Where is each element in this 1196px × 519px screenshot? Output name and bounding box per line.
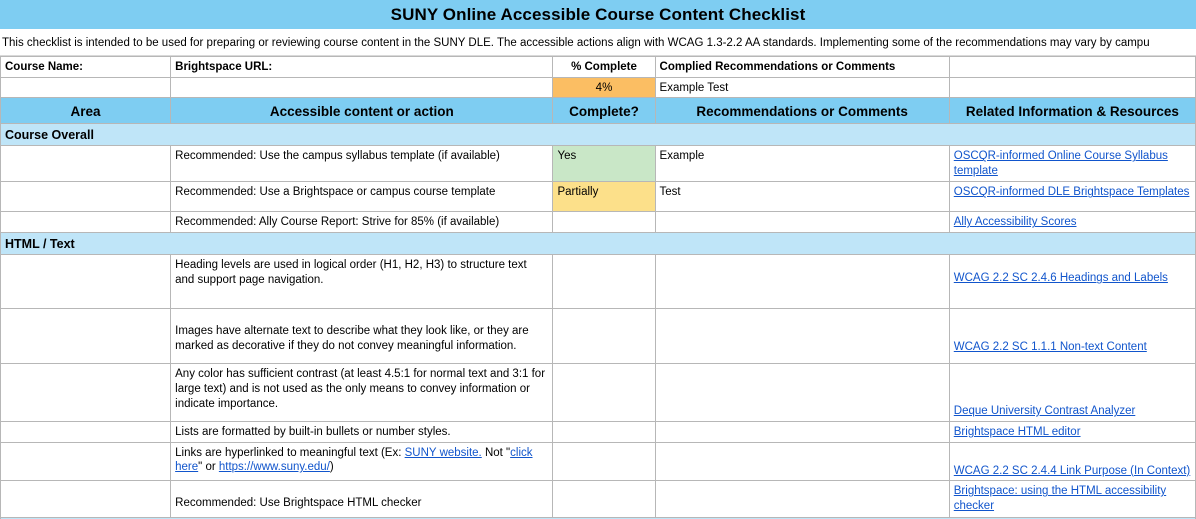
row-action-text: Recommended: Use Brightspace HTML checker bbox=[175, 497, 422, 510]
column-header-complete: Complete? bbox=[553, 98, 655, 124]
info-row-1 bbox=[1, 57, 1196, 78]
row-action: Recommended: Ally Course Report: Strive for 85% (if available) bbox=[171, 212, 553, 233]
row-action bbox=[171, 481, 553, 518]
row-status[interactable] bbox=[553, 255, 655, 309]
table-row bbox=[1, 182, 1196, 212]
resource-spacer bbox=[954, 367, 1191, 404]
table-row bbox=[1, 309, 1196, 364]
intro-text: This checklist is intended to be used for preparing or reviewing course content in the SUNY DLE. The accessible actions align with WCAG 1.3-2.2 AA standards. Implementing some of the recommendations may vary by campu bbox=[0, 30, 1196, 56]
course-name-label: Course Name: bbox=[1, 57, 171, 78]
resource-spacer bbox=[954, 312, 1191, 340]
resource-link[interactable]: WCAG 2.2 SC 2.4.4 Link Purpose (In Context) bbox=[953, 464, 1191, 477]
brightspace-url-value[interactable] bbox=[171, 77, 553, 98]
row-area[interactable] bbox=[1, 255, 171, 309]
table-row bbox=[1, 481, 1196, 518]
brightspace-url-label: Brightspace URL: bbox=[171, 57, 553, 78]
resource-spacer bbox=[954, 446, 1191, 464]
column-header-row bbox=[1, 98, 1196, 124]
info-blank-cell[interactable] bbox=[949, 57, 1195, 78]
row-resources bbox=[949, 146, 1195, 182]
action-text-part: Not " bbox=[481, 446, 511, 459]
resource-link[interactable]: Brightspace HTML editor bbox=[953, 425, 1081, 438]
row-comment[interactable] bbox=[655, 364, 949, 422]
row-status[interactable] bbox=[553, 442, 655, 481]
resource-link[interactable]: Deque University Contrast Analyzer bbox=[953, 405, 1136, 418]
row-action: Heading levels are used in logical order (H1, H2, H3) to structure text and support page navigation. bbox=[171, 255, 553, 309]
section-header-row bbox=[1, 124, 1196, 146]
suny-website-link[interactable]: SUNY website. bbox=[404, 446, 482, 459]
row-action-rich-text bbox=[175, 447, 532, 474]
row-area[interactable] bbox=[1, 212, 171, 233]
percent-complete-value: 4% bbox=[553, 77, 655, 98]
column-header-action: Accessible content or action bbox=[171, 98, 553, 124]
row-resources bbox=[949, 421, 1195, 442]
page-title-bar bbox=[0, 0, 1196, 30]
row-status[interactable] bbox=[553, 481, 655, 518]
row-comment[interactable] bbox=[655, 421, 949, 442]
row-comment[interactable] bbox=[655, 309, 949, 364]
row-status[interactable]: Partially bbox=[553, 182, 655, 212]
row-area[interactable] bbox=[1, 309, 171, 364]
resource-link[interactable]: WCAG 2.2 SC 2.4.6 Headings and Labels bbox=[953, 272, 1168, 285]
row-status[interactable] bbox=[553, 421, 655, 442]
row-comment[interactable] bbox=[655, 212, 949, 233]
resource-link[interactable]: OSCQR-informed DLE Brightspace Templates bbox=[953, 186, 1190, 199]
row-status[interactable] bbox=[553, 364, 655, 422]
page-title: SUNY Online Accessible Course Content Checklist bbox=[390, 4, 806, 24]
resource-link[interactable]: WCAG 2.2 SC 1.1.1 Non-text Content bbox=[953, 341, 1147, 354]
row-resources bbox=[949, 364, 1195, 422]
click-here-link[interactable]: click here bbox=[175, 446, 533, 474]
action-text-part: " or bbox=[198, 461, 219, 474]
suny-url-link[interactable]: https://www.suny.edu/ bbox=[218, 461, 330, 474]
row-resources bbox=[949, 255, 1195, 309]
resource-link[interactable]: OSCQR-informed Online Course Syllabus template bbox=[953, 150, 1168, 178]
row-status[interactable]: Yes bbox=[553, 146, 655, 182]
column-header-resources: Related Information & Resources bbox=[949, 98, 1195, 124]
row-status[interactable] bbox=[553, 309, 655, 364]
row-area[interactable] bbox=[1, 146, 171, 182]
row-area[interactable] bbox=[1, 364, 171, 422]
table-row bbox=[1, 421, 1196, 442]
row-area[interactable] bbox=[1, 442, 171, 481]
percent-complete-label: % Complete bbox=[553, 57, 655, 78]
row-action: Lists are formatted by built-in bullets or number styles. bbox=[171, 421, 553, 442]
row-resources bbox=[949, 182, 1195, 212]
resource-spacer bbox=[954, 258, 1191, 271]
row-comment[interactable]: Test bbox=[655, 182, 949, 212]
row-comment[interactable]: Example bbox=[655, 146, 949, 182]
table-row bbox=[1, 442, 1196, 481]
column-header-recommendations: Recommendations or Comments bbox=[655, 98, 949, 124]
resource-link[interactable]: Brightspace: using the HTML accessibility checker bbox=[953, 485, 1167, 513]
row-status[interactable] bbox=[553, 212, 655, 233]
action-text-part: ) bbox=[329, 461, 334, 474]
table-row bbox=[1, 364, 1196, 422]
table-row bbox=[1, 255, 1196, 309]
row-action: Recommended: Use a Brightspace or campus course template bbox=[171, 182, 553, 212]
complied-recommendations-label: Complied Recommendations or Comments bbox=[655, 57, 949, 78]
resource-link[interactable]: Ally Accessibility Scores bbox=[953, 216, 1077, 229]
row-action: Recommended: Use the campus syllabus template (if available) bbox=[171, 146, 553, 182]
row-resources bbox=[949, 442, 1195, 481]
row-action-text: Images have alternate text to describe what they look like, or they are marked as decorative if they do not convey meaningful information. bbox=[175, 325, 529, 352]
section-title-course-overall: Course Overall bbox=[1, 124, 1196, 146]
table-row bbox=[1, 146, 1196, 182]
info-row-2 bbox=[1, 77, 1196, 98]
row-area[interactable] bbox=[1, 481, 171, 518]
section-title-html-text: HTML / Text bbox=[1, 233, 1196, 255]
row-action bbox=[171, 442, 553, 481]
row-comment[interactable] bbox=[655, 442, 949, 481]
column-header-area: Area bbox=[1, 98, 171, 124]
action-text-part: Links are hyperlinked to meaningful text (Ex: bbox=[175, 446, 405, 459]
checklist-table bbox=[0, 56, 1196, 518]
row-comment[interactable] bbox=[655, 481, 949, 518]
row-resources bbox=[949, 309, 1195, 364]
row-comment[interactable] bbox=[655, 255, 949, 309]
row-action: Any color has sufficient contrast (at least 4.5:1 for normal text and 3:1 for large text) and is not used as the only means to convey information or indicate importance. bbox=[171, 364, 553, 422]
info-blank-cell-2[interactable] bbox=[949, 77, 1195, 98]
table-row bbox=[1, 212, 1196, 233]
row-action bbox=[171, 309, 553, 364]
row-area[interactable] bbox=[1, 182, 171, 212]
complied-recommendations-value[interactable]: Example Test bbox=[655, 77, 949, 98]
course-name-value[interactable] bbox=[1, 77, 171, 98]
row-resources bbox=[949, 212, 1195, 233]
row-resources bbox=[949, 481, 1195, 518]
row-area[interactable] bbox=[1, 421, 171, 442]
section-header-row bbox=[1, 233, 1196, 255]
